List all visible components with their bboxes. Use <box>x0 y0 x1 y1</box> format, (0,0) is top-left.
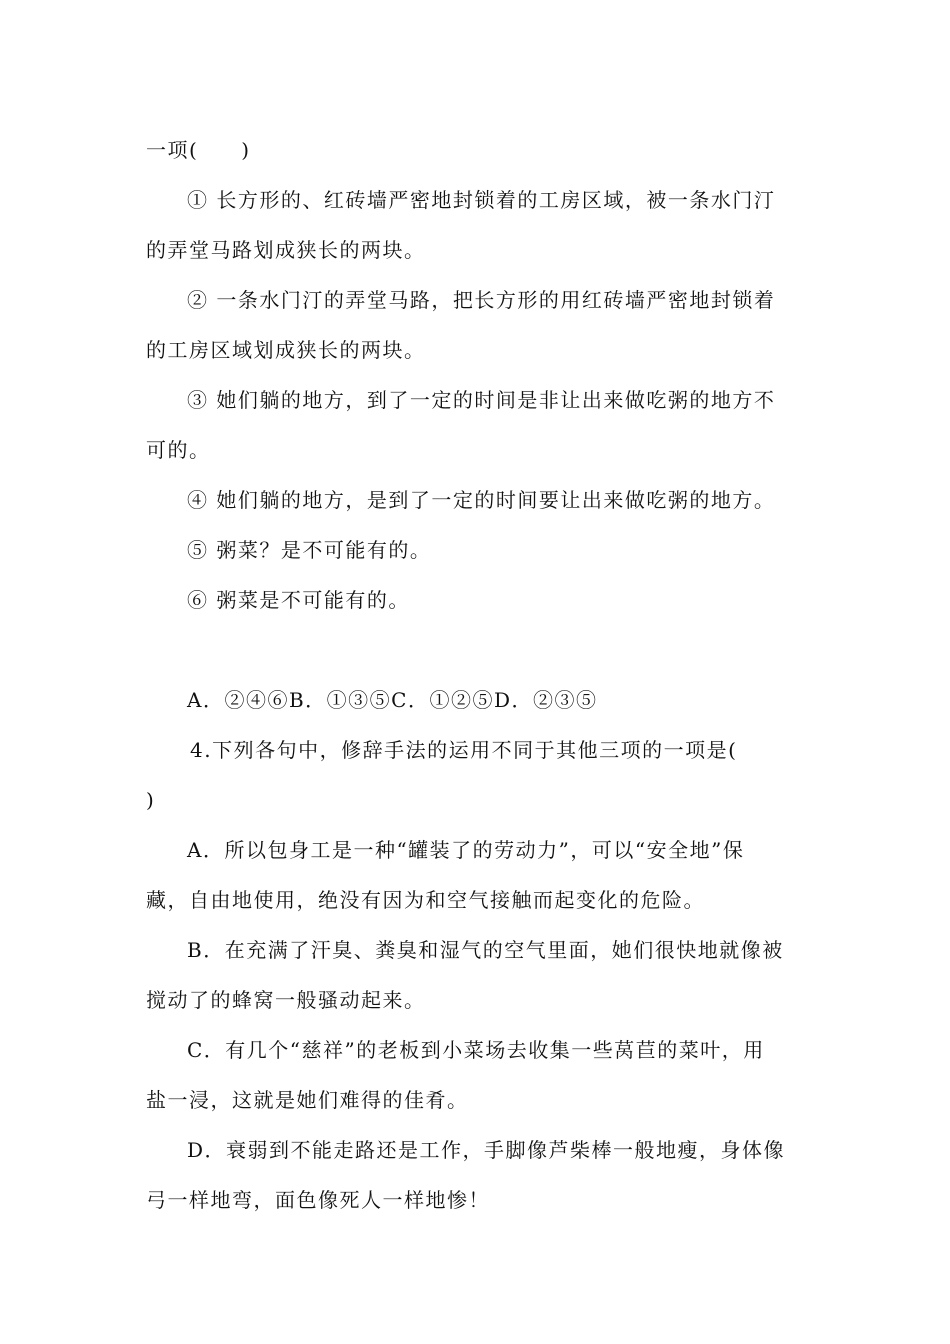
question-3-option-1-line-2: 的弄堂马路划成狭长的两块。 <box>146 238 426 262</box>
question-3-option-5: ⑤ 粥菜？是不可能有的。 <box>187 538 432 562</box>
question-3-option-3-line-2: 可的。 <box>146 438 211 462</box>
question-4-option-a-line-2: 藏，自由地使用，绝没有因为和空气接触而起变化的危险。 <box>146 888 705 912</box>
question-4-option-c-line-1: C．有几个“慈祥”的老板到小菜场去收集一些莴苣的菜叶，用 <box>187 1038 765 1062</box>
question-3-answer-choices: A．②④⑥B．①③⑤C．①②⑤D．②③⑤ <box>187 688 598 712</box>
question-3-option-2-line-1: ② 一条水门汀的弄堂马路，把长方形的用红砖墙严密地封锁着 <box>187 288 776 312</box>
question-4-stem-line-2: ) <box>146 788 156 812</box>
question-4-option-a-line-1: A．所以包身工是一种“罐装了的劳动力”，可以“安全地”保 <box>187 838 745 862</box>
question-4-option-d-line-2: 弓一样地弯，面色像死人一样地惨！ <box>146 1188 490 1212</box>
question-4-stem-line-1: 4.下列各句中，修辞手法的运用不同于其他三项的一项是( <box>190 738 738 762</box>
question-3-option-1-line-1: ① 长方形的、红砖墙严密地封锁着的工房区域，被一条水门汀 <box>187 188 776 212</box>
question-4-option-d-line-1: D．衰弱到不能走路还是工作，手脚像芦柴棒一般地瘦，身体像 <box>187 1138 786 1162</box>
question-3-stem-tail: 一项( ) <box>146 138 251 162</box>
question-3-option-3-line-1: ③ 她们躺的地方，到了一定的时间是非让出来做吃粥的地方不 <box>187 388 776 412</box>
question-4-option-c-line-2: 盐一浸，这就是她们难得的佳肴。 <box>146 1088 469 1112</box>
question-3-option-6: ⑥ 粥菜是不可能有的。 <box>187 588 410 612</box>
question-3-option-4: ④ 她们躺的地方，是到了一定的时间要让出来做吃粥的地方。 <box>187 488 776 512</box>
question-4-option-b-line-2: 搅动了的蜂窝一般骚动起来。 <box>146 988 426 1012</box>
question-4-option-b-line-1: B．在充满了汗臭、粪臭和湿气的空气里面，她们很快地就像被 <box>187 938 784 962</box>
question-3-option-2-line-2: 的工房区域划成狭长的两块。 <box>146 338 426 362</box>
